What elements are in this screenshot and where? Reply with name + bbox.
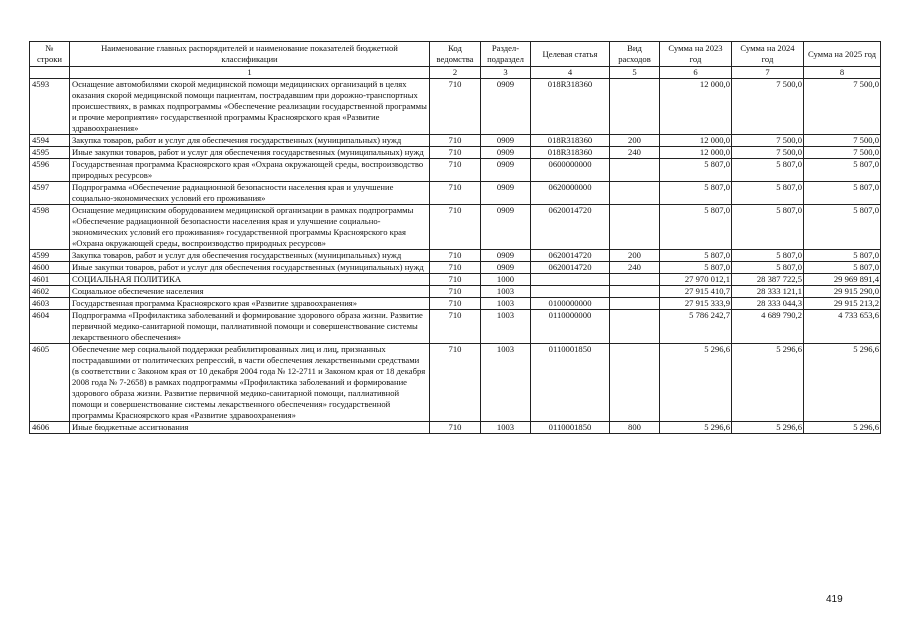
row-expense-type: 240 — [610, 262, 660, 274]
row-target: 0110001850 — [531, 422, 610, 434]
row-dept-code: 710 — [430, 250, 481, 262]
row-expense-type — [610, 274, 660, 286]
row-sum-2025: 29 969 891,4 — [804, 274, 881, 286]
column-number: 7 — [732, 67, 804, 79]
row-sum-2025: 7 500,0 — [804, 135, 881, 147]
table-row — [30, 182, 881, 205]
row-sum-2025: 4 733 653,6 — [804, 310, 881, 344]
row-sum-2023: 5 807,0 — [660, 182, 732, 205]
row-sum-2023: 5 807,0 — [660, 262, 732, 274]
row-name: Подпрограмма «Профилактика заболеваний и формирование здорового образа жизни. Развитие первичной медико-санитарной помощи, паллиативной помощи и совершенствование системы лекарственного обеспечения» — [70, 310, 430, 344]
row-dept-code: 710 — [430, 135, 481, 147]
row-sum-2025: 5 807,0 — [804, 205, 881, 250]
table-row — [30, 159, 881, 182]
row-sum-2024: 5 807,0 — [732, 262, 804, 274]
row-sum-2023: 5 296,6 — [660, 422, 732, 434]
row-section: 0909 — [481, 135, 531, 147]
row-name: Закупка товаров, работ и услуг для обеспечения государственных (муниципальных) нужд — [70, 135, 430, 147]
row-number: 4597 — [30, 182, 70, 205]
row-target: 0600000000 — [531, 159, 610, 182]
row-expense-type — [610, 182, 660, 205]
row-name: СОЦИАЛЬНАЯ ПОЛИТИКА — [70, 274, 430, 286]
table-row — [30, 262, 881, 274]
row-number: 4605 — [30, 344, 70, 422]
row-expense-type: 200 — [610, 250, 660, 262]
row-target: 018R318360 — [531, 135, 610, 147]
table-row — [30, 135, 881, 147]
row-name: Подпрограмма «Обеспечение радиационной безопасности населения края и улучшение социально-экономических условий его проживания» — [70, 182, 430, 205]
row-sum-2023: 5 807,0 — [660, 250, 732, 262]
row-name: Иные бюджетные ассигнования — [70, 422, 430, 434]
column-number: 2 — [430, 67, 481, 79]
column-number: 1 — [70, 67, 430, 79]
row-number: 4604 — [30, 310, 70, 344]
row-section: 0909 — [481, 182, 531, 205]
header-expense-type: Вид расходов — [610, 42, 660, 67]
row-sum-2025: 5 807,0 — [804, 182, 881, 205]
row-target — [531, 286, 610, 298]
row-section: 0909 — [481, 250, 531, 262]
row-sum-2025: 5 807,0 — [804, 159, 881, 182]
row-section: 0909 — [481, 79, 531, 135]
column-number — [30, 67, 70, 79]
row-name: Обеспечение мер социальной поддержки реабилитированных лиц и лиц, признанных пострадавшими от политических репрессий, в части обеспечения лекарственными средствами (в соответствии с Законом края от 10 декабря 2004 года № 12-2711 и Законом края от 18 декабря 2008 года № 7-2658) в рамках подпрограммы «Профилактика заболеваний и формирование здорового образа жизни. Развитие первичной медико-санитарной помощи, паллиативной помощи и совершенствование системы лекарственного обеспечения» государственной программы Красноярского края «Развитие здравоохранения» — [70, 344, 430, 422]
row-section: 1003 — [481, 298, 531, 310]
column-number: 5 — [610, 67, 660, 79]
table-row — [30, 147, 881, 159]
column-number: 6 — [660, 67, 732, 79]
row-number: 4602 — [30, 286, 70, 298]
row-number: 4595 — [30, 147, 70, 159]
row-sum-2023: 12 000,0 — [660, 147, 732, 159]
row-dept-code: 710 — [430, 274, 481, 286]
column-number: 8 — [804, 67, 881, 79]
row-target: 0110001850 — [531, 344, 610, 422]
column-number: 3 — [481, 67, 531, 79]
budget-table-page — [29, 41, 880, 434]
row-sum-2023: 5 807,0 — [660, 205, 732, 250]
header-sum-2023: Сумма на 2023 год — [660, 42, 732, 67]
row-expense-type — [610, 310, 660, 344]
table-row — [30, 298, 881, 310]
row-sum-2024: 28 333 121,1 — [732, 286, 804, 298]
row-sum-2023: 27 970 012,1 — [660, 274, 732, 286]
table-body — [30, 79, 881, 434]
row-number: 4601 — [30, 274, 70, 286]
budget-table — [29, 41, 881, 434]
row-dept-code: 710 — [430, 298, 481, 310]
row-sum-2023: 12 000,0 — [660, 135, 732, 147]
row-sum-2025: 5 296,6 — [804, 422, 881, 434]
row-section: 0909 — [481, 159, 531, 182]
column-number-row — [30, 67, 881, 79]
row-expense-type — [610, 159, 660, 182]
row-sum-2023: 5 296,6 — [660, 344, 732, 422]
row-dept-code: 710 — [430, 310, 481, 344]
row-target: 018R318360 — [531, 147, 610, 159]
table-row — [30, 250, 881, 262]
row-target: 0620014720 — [531, 250, 610, 262]
row-expense-type — [610, 298, 660, 310]
row-section: 0909 — [481, 205, 531, 250]
row-dept-code: 710 — [430, 262, 481, 274]
table-row — [30, 79, 881, 135]
row-sum-2023: 12 000,0 — [660, 79, 732, 135]
row-name: Государственная программа Красноярского края «Охрана окружающей среды, воспроизводство природных ресурсов» — [70, 159, 430, 182]
row-expense-type — [610, 79, 660, 135]
row-expense-type — [610, 344, 660, 422]
row-expense-type: 240 — [610, 147, 660, 159]
row-section: 0909 — [481, 147, 531, 159]
header-sum-2024: Сумма на 2024 год — [732, 42, 804, 67]
row-name: Иные закупки товаров, работ и услуг для обеспечения государственных (муниципальных) нужд — [70, 262, 430, 274]
page-number: 419 — [826, 594, 843, 605]
row-expense-type: 200 — [610, 135, 660, 147]
row-number: 4603 — [30, 298, 70, 310]
row-sum-2023: 27 915 333,9 — [660, 298, 732, 310]
row-sum-2024: 5 807,0 — [732, 250, 804, 262]
row-dept-code: 710 — [430, 79, 481, 135]
row-sum-2023: 5 807,0 — [660, 159, 732, 182]
table-row — [30, 422, 881, 434]
header-section: Раздел-подраздел — [481, 42, 531, 67]
row-number: 4606 — [30, 422, 70, 434]
row-target: 0110000000 — [531, 310, 610, 344]
row-sum-2025: 5 807,0 — [804, 262, 881, 274]
row-name: Иные закупки товаров, работ и услуг для обеспечения государственных (муниципальных) нужд — [70, 147, 430, 159]
row-dept-code: 710 — [430, 147, 481, 159]
table-row — [30, 344, 881, 422]
row-sum-2024: 5 807,0 — [732, 205, 804, 250]
row-target: 0620000000 — [531, 182, 610, 205]
row-sum-2024: 7 500,0 — [732, 135, 804, 147]
column-number: 4 — [531, 67, 610, 79]
row-sum-2024: 28 333 044,3 — [732, 298, 804, 310]
row-name: Закупка товаров, работ и услуг для обеспечения государственных (муниципальных) нужд — [70, 250, 430, 262]
row-sum-2024: 28 387 722,5 — [732, 274, 804, 286]
row-sum-2025: 7 500,0 — [804, 147, 881, 159]
row-target: 0620014720 — [531, 205, 610, 250]
row-number: 4594 — [30, 135, 70, 147]
table-row — [30, 274, 881, 286]
table-row — [30, 310, 881, 344]
row-section: 1003 — [481, 286, 531, 298]
row-dept-code: 710 — [430, 205, 481, 250]
row-dept-code: 710 — [430, 344, 481, 422]
row-sum-2025: 5 807,0 — [804, 250, 881, 262]
row-section: 0909 — [481, 262, 531, 274]
row-sum-2025: 7 500,0 — [804, 79, 881, 135]
row-number: 4596 — [30, 159, 70, 182]
row-sum-2024: 5 807,0 — [732, 159, 804, 182]
row-dept-code: 710 — [430, 422, 481, 434]
header-sum-2025: Сумма на 2025 год — [804, 42, 881, 67]
row-dept-code: 710 — [430, 159, 481, 182]
row-sum-2024: 5 296,6 — [732, 422, 804, 434]
row-section: 1003 — [481, 422, 531, 434]
row-sum-2024: 5 296,6 — [732, 344, 804, 422]
row-dept-code: 710 — [430, 286, 481, 298]
header-target: Целевая статья — [531, 42, 610, 67]
row-name: Государственная программа Красноярского края «Развитие здравоохранения» — [70, 298, 430, 310]
row-target: 018R318360 — [531, 79, 610, 135]
row-sum-2024: 4 689 790,2 — [732, 310, 804, 344]
row-target — [531, 274, 610, 286]
row-expense-type — [610, 205, 660, 250]
header-dept-code: Код ведомства — [430, 42, 481, 67]
row-number: 4600 — [30, 262, 70, 274]
row-dept-code: 710 — [430, 182, 481, 205]
row-name: Оснащение медицинским оборудованием медицинской организации в рамках подпрограммы «Обеспечение радиационной безопасности населения края и улучшение социально-экономических условий его проживания» государственной программы Красноярского края «Охрана окружающей среды, воспроизводство природных ресурсов» — [70, 205, 430, 250]
header-row — [30, 42, 881, 67]
row-sum-2023: 5 786 242,7 — [660, 310, 732, 344]
row-expense-type: 800 — [610, 422, 660, 434]
row-section: 1000 — [481, 274, 531, 286]
table-row — [30, 205, 881, 250]
table-row — [30, 286, 881, 298]
row-number: 4593 — [30, 79, 70, 135]
row-section: 1003 — [481, 310, 531, 344]
row-sum-2025: 29 915 213,2 — [804, 298, 881, 310]
row-sum-2025: 29 915 290,0 — [804, 286, 881, 298]
row-sum-2024: 5 807,0 — [732, 182, 804, 205]
row-expense-type — [610, 286, 660, 298]
row-name: Оснащение автомобилями скорой медицинской помощи медицинских организаций в целях оказания скорой медицинской помощи пациентам, пострадавшим при дорожно-транспортных происшествиях, в рамках подпрограммы «Обеспечение реализации государственной программы и прочие мероприятия» государственной программы Красноярского края «Развитие здравоохранения» — [70, 79, 430, 135]
row-target: 0620014720 — [531, 262, 610, 274]
row-section: 1003 — [481, 344, 531, 422]
row-sum-2025: 5 296,6 — [804, 344, 881, 422]
row-name: Социальное обеспечение населения — [70, 286, 430, 298]
header-row-number: № строки — [30, 42, 70, 67]
row-sum-2024: 7 500,0 — [732, 79, 804, 135]
row-number: 4599 — [30, 250, 70, 262]
row-number: 4598 — [30, 205, 70, 250]
header-name: Наименование главных распорядителей и наименование показателей бюджетной классификации — [70, 42, 430, 67]
row-sum-2023: 27 915 410,7 — [660, 286, 732, 298]
row-target: 0100000000 — [531, 298, 610, 310]
row-sum-2024: 7 500,0 — [732, 147, 804, 159]
